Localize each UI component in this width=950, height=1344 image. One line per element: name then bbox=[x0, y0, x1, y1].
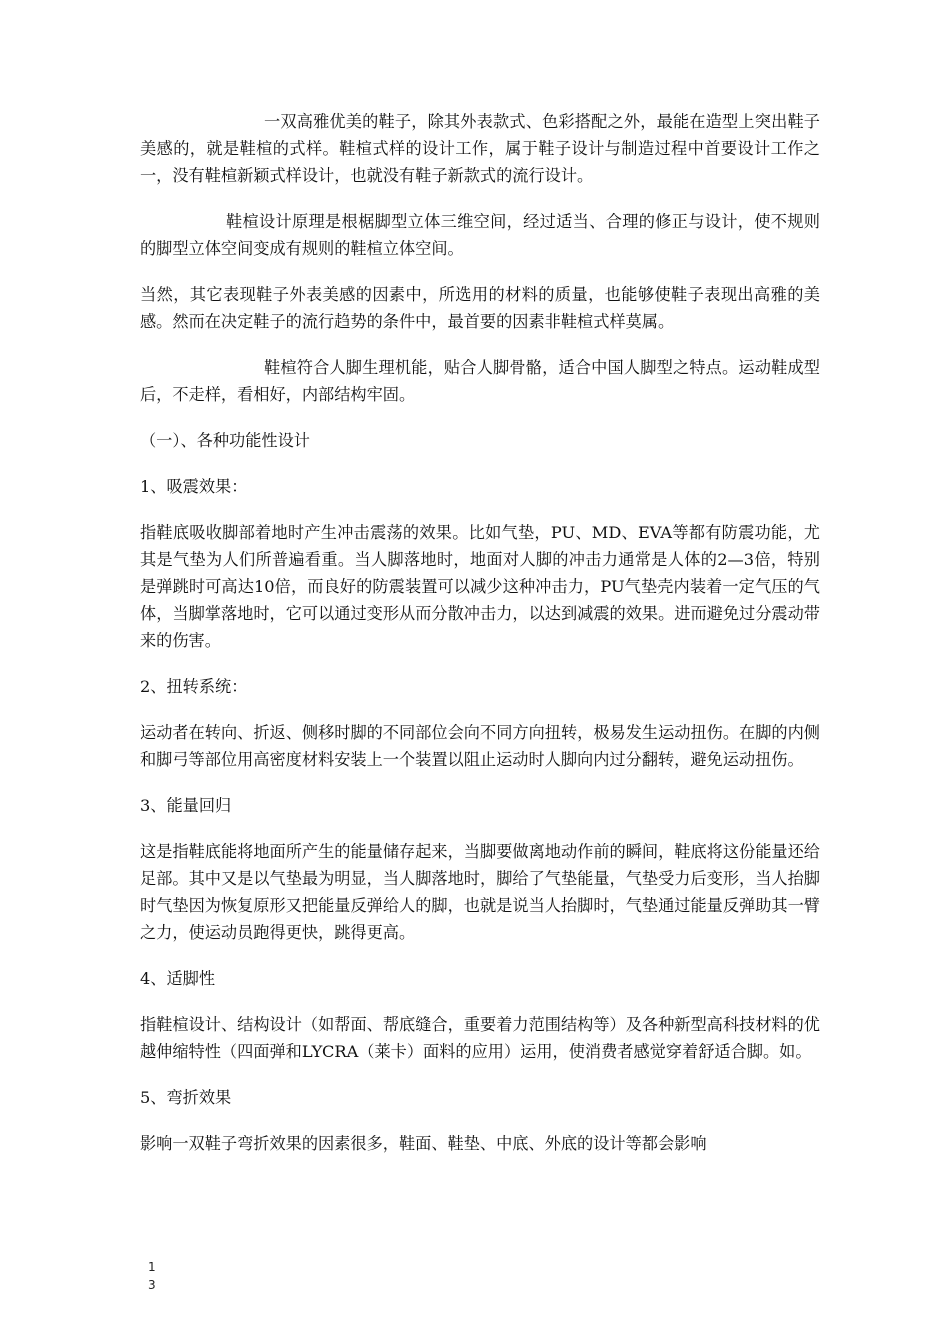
paragraph-flex-effect: 影响一双鞋子弯折效果的因素很多，鞋面、鞋垫、中底、外底的设计等都会影响 bbox=[140, 1134, 707, 1153]
paragraph-shoe-last-intro: 一双高雅优美的鞋子，除其外表款式、色彩搭配之外，最能在造型上突出鞋子美感的，就是鞋楦的式样。鞋楦式样的设计工作，属于鞋子设计与制造过程中首要设计工作之一，没有鞋楦新颖式样设计，也就没有鞋子新款式的流行设计。 bbox=[140, 112, 820, 185]
paragraph-energy-return: 这是指鞋底能将地面所产生的能量储存起来，当脚要做离地动作前的瞬间，鞋底将这份能量还给足部。其中又是以气垫最为明显，当人脚落地时，脚给了气垫能量，气垫受力后变形，当人抬脚时气垫因为恢复原形又把能量反弹给人的脚，也就是说当人抬脚时，气垫通过能量反弹助其一臂之力，使运动员跑得更快，跳得更高。 bbox=[140, 842, 820, 942]
paragraph-foot-physiology: 鞋楦符合人脚生理机能，贴合人脚骨骼，适合中国人脚型之特点。运动鞋成型后，不走样，看相好，内部结构牢固。 bbox=[140, 358, 820, 404]
subheading-shock-absorption: 1、吸震效果： bbox=[140, 477, 248, 496]
page-number-digit-1: 1 bbox=[148, 1260, 156, 1274]
paragraph-material-quality: 当然，其它表现鞋子外表美感的因素中，所选用的材料的质量，也能够使鞋子表现出高雅的美感。然而在决定鞋子的流行趋势的条件中，最首要的因素非鞋楦式样莫属。 bbox=[140, 285, 820, 331]
paragraph-torsion-system: 运动者在转向、折返、侧移时脚的不同部位会向不同方向扭转，极易发生运动扭伤。在脚的内侧和脚弓等部位用高密度材料安装上一个装置以阻止运动时人脚向内过分翻转，避免运动扭伤。 bbox=[140, 723, 820, 769]
paragraph-fit: 指鞋楦设计、结构设计（如帮面、帮底缝合，重要着力范围结构等）及各种新型高科技材料的优越伸缩特性（四面弹和LYCRA（莱卡）面料的应用）运用，使消费者感觉穿着舒适合脚。如。 bbox=[140, 1015, 820, 1061]
section-heading-functional-design: （一）、各种功能性设计 bbox=[140, 431, 310, 450]
page-number-digit-2: 3 bbox=[148, 1278, 156, 1292]
paragraph-shock-absorption: 指鞋底吸收脚部着地时产生冲击震荡的效果。比如气垫，PU、MD、EVA等都有防震功能，尤其是气垫为人们所普遍看重。当人脚落地时，地面对人脚的冲击力通常是人体的2—3倍，特别是弹跳时可高达10倍，而良好的防震装置可以减少这种冲击力，PU气垫壳内装着一定气压的气体，当脚掌落地时，它可以通过变形从而分散冲击力，以达到减震的效果。进而避免过分震动带来的伤害。 bbox=[140, 523, 820, 650]
page-number bbox=[148, 1258, 168, 1294]
subheading-torsion-system: 2、扭转系统： bbox=[140, 677, 248, 696]
subheading-energy-return: 3、能量回归 bbox=[140, 796, 232, 815]
paragraph-shoe-last-principle: 鞋楦设计原理是根椐脚型立体三维空间，经过适当、合理的修正与设计，使不规则的脚型立体空间变成有规则的鞋楦立体空间。 bbox=[140, 212, 820, 258]
subheading-fit: 4、适脚性 bbox=[140, 969, 216, 988]
document-body bbox=[140, 108, 820, 1176]
subheading-flex-effect: 5、弯折效果 bbox=[140, 1088, 232, 1107]
